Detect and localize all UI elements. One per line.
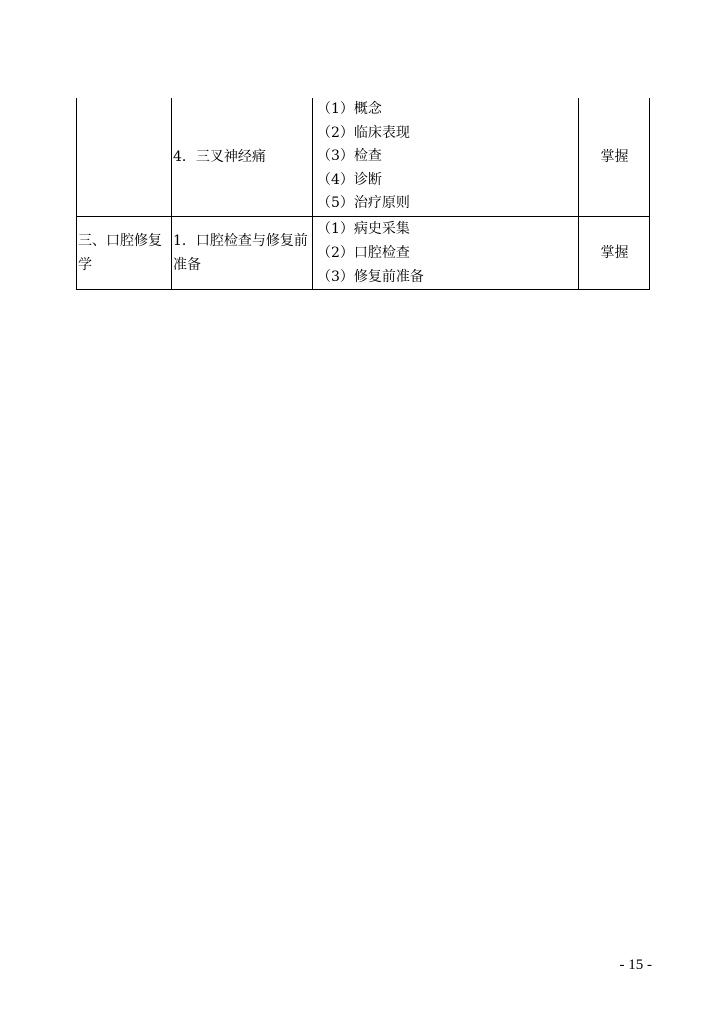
section-cell — [77, 98, 172, 216]
syllabus-table — [76, 98, 650, 290]
list-item: （2）口腔检查 — [317, 244, 410, 261]
level-cell: 掌握 — [579, 98, 650, 216]
level-cell: 掌握 — [579, 216, 650, 289]
page-number: - 15 - — [619, 957, 652, 973]
content-cell — [313, 216, 579, 289]
content-cell — [313, 98, 579, 216]
list-item: （4）诊断 — [317, 171, 382, 188]
list-item: （3）修复前准备 — [317, 268, 424, 285]
list-item: （5）治疗原则 — [317, 195, 410, 211]
list-item: （3）检查 — [317, 148, 382, 164]
content-list — [314, 98, 578, 216]
table-row — [77, 98, 650, 216]
section-cell: 三、口腔修复学 — [77, 216, 172, 289]
list-item: （1）概念 — [317, 101, 382, 117]
topic-cell: 1．口腔检查与修复前准备 — [172, 216, 313, 289]
list-item: （2）临床表现 — [317, 124, 410, 141]
topic-cell: 4．三叉神经痛 — [172, 98, 313, 216]
content-list — [314, 217, 578, 289]
list-item: （1）病史采集 — [317, 220, 410, 237]
table-row — [77, 216, 650, 289]
